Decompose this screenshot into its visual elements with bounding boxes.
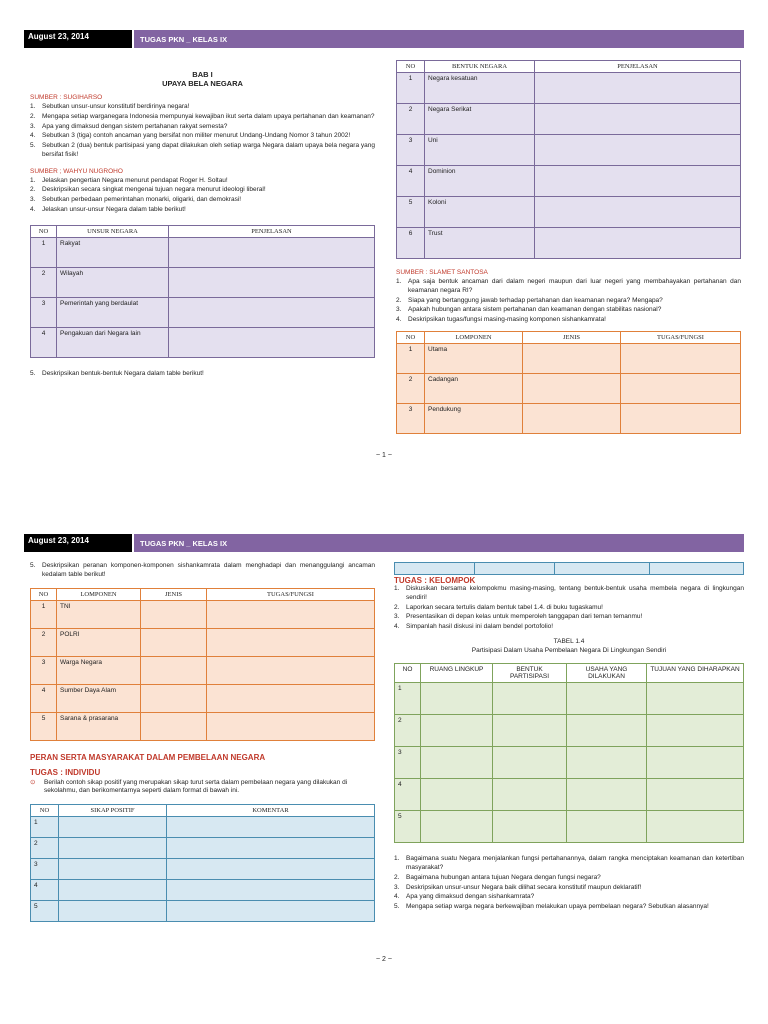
table-cell[interactable]: [421, 715, 493, 747]
table-cell[interactable]: [523, 373, 621, 403]
list-item: 2. Deskripsikan secara singkat mengenai tujuan negara menurut ideologi liberal!: [30, 186, 266, 194]
table-cell[interactable]: [421, 811, 493, 843]
table-cell[interactable]: [567, 779, 647, 811]
column-header: JENIS: [141, 588, 207, 600]
table-row: [31, 237, 375, 267]
table-cell[interactable]: [567, 715, 647, 747]
row-label: Negara kesatuan: [425, 73, 535, 104]
row-number: 4: [31, 880, 59, 901]
source-label: SUMBER : SLAMET SANTOSA: [396, 269, 488, 276]
table-cell[interactable]: [169, 267, 375, 297]
table-row: [31, 267, 375, 297]
table-row: [397, 166, 741, 197]
table-row: [31, 628, 375, 656]
table-cell[interactable]: [169, 297, 375, 327]
bullet-icon: ⊙: [30, 778, 36, 786]
column-header: NO: [397, 331, 425, 343]
table-row: [397, 104, 741, 135]
row-label: Cadangan: [425, 373, 523, 403]
header-title: TUGAS PKN _ KELAS IX: [134, 534, 744, 552]
page-2: [0, 512, 768, 1024]
table-cell[interactable]: [647, 779, 744, 811]
row-number: 5: [397, 197, 425, 228]
page-header: [24, 534, 744, 552]
table-cell[interactable]: [535, 197, 741, 228]
column-header: TUJUAN YANG DIHARAPKAN: [647, 664, 744, 683]
table-row: [397, 135, 741, 166]
table-row: [397, 228, 741, 259]
table-cell[interactable]: [493, 683, 567, 715]
row-number: 1: [397, 343, 425, 373]
table-cell[interactable]: [523, 343, 621, 373]
row-number: 2: [31, 628, 57, 656]
header-date: August 23, 2014: [24, 534, 132, 552]
table-cell[interactable]: [141, 600, 207, 628]
table-cell[interactable]: [141, 712, 207, 740]
row-label: Warga Negara: [57, 656, 141, 684]
list-item: 3. Sebutkan perbedaan pemerintahan monarki, oligarki, dan demokrasi!: [30, 196, 242, 204]
table-row: [31, 901, 375, 922]
row-number: 2: [397, 104, 425, 135]
table-cell[interactable]: [535, 228, 741, 259]
list-item: 4. Jelaskan unsur-unsur Negara dalam table berikut!: [30, 205, 186, 213]
table-row: [31, 600, 375, 628]
list-item: 3. Presentasikan di depan kelas untuk memperoleh tanggapan dari teman temanmu!: [394, 613, 643, 621]
row-label: Sarana & prasarana: [57, 712, 141, 740]
table-row: [31, 656, 375, 684]
table-cell[interactable]: [169, 327, 375, 357]
row-number: 3: [397, 403, 425, 433]
table-cell[interactable]: [535, 135, 741, 166]
column-header: LOMPONEN: [425, 331, 523, 343]
table-cell[interactable]: [207, 628, 375, 656]
list-item: 4. Apa yang dimaksud dengan sishankamrata?: [394, 893, 535, 901]
row-label: POLRI: [57, 628, 141, 656]
table-cell[interactable]: [567, 747, 647, 779]
list-item: 1. Bagaimana suatu Negara menjalankan fungsi pertahanannya, dalam rangka menciptakan keamanan dan ketertiban masyarakat?: [394, 855, 744, 872]
komponen-table: [396, 331, 741, 434]
column-header: PENJELASAN: [535, 61, 741, 73]
table-cell[interactable]: [421, 747, 493, 779]
column-header: USAHA YANG DILAKUKAN: [567, 664, 647, 683]
list-item: 1. Jelaskan pengertian Negara menurut pendapat Roger H. Soltau!: [30, 176, 228, 184]
page-header: [24, 30, 744, 48]
row-number: 6: [397, 228, 425, 259]
column-header: PENJELASAN: [169, 225, 375, 237]
blank-strip-table: [394, 562, 744, 575]
right-column: [394, 562, 744, 913]
list-item: 3. Deskripsikan unsur-unsur Negara baik dilihat secara konstitutif maupun deklaratif!: [394, 883, 642, 891]
table-cell[interactable]: [207, 712, 375, 740]
row-number: 1: [31, 600, 57, 628]
table-cell[interactable]: [493, 779, 567, 811]
table-cell[interactable]: [567, 683, 647, 715]
table-row: [397, 343, 741, 373]
question-list: [30, 103, 375, 160]
row-number: 3: [395, 747, 421, 779]
table-cell[interactable]: [167, 880, 375, 901]
table-subcaption: Partisipasi Dalam Usaha Pembelaan Negara Di Lingkungan Sendiri: [471, 646, 667, 654]
table-cell[interactable]: [621, 403, 741, 433]
row-number: 1: [31, 237, 57, 267]
row-number: 5: [31, 712, 57, 740]
row-number: 2: [31, 267, 57, 297]
list-item: 5. Deskripsikan bentuk-bentuk Negara dalam table berikut!: [30, 369, 204, 377]
table-cell[interactable]: [207, 600, 375, 628]
row-number: 4: [397, 166, 425, 197]
individu-label: TUGAS : INDIVIDU: [30, 767, 101, 777]
table-cell[interactable]: [141, 684, 207, 712]
column-header: SIKAP POSITIF: [59, 805, 167, 817]
column-header: NO: [31, 225, 57, 237]
row-number: 1: [395, 683, 421, 715]
row-number: 1: [31, 817, 59, 838]
left-column: [30, 70, 375, 379]
column-header: TUGAS/FUNGSI: [207, 588, 375, 600]
question-list: [30, 562, 375, 580]
row-label: Pemerintah yang berdaulat: [57, 297, 169, 327]
table-cell[interactable]: [647, 811, 744, 843]
list-item: 2. Bagaimana hubungan antara tujuan Negara dengan fungsi negara?: [394, 873, 601, 881]
row-label: Rakyat: [57, 237, 169, 267]
table-cell[interactable]: [59, 838, 167, 859]
table-caption: TABEL 1.4: [553, 637, 585, 645]
left-column: [30, 562, 375, 922]
column-header: BENTUK PARTISIPASI: [493, 664, 567, 683]
row-number: 5: [31, 901, 59, 922]
row-number: 3: [397, 135, 425, 166]
table-cell[interactable]: [207, 684, 375, 712]
table-cell[interactable]: [141, 656, 207, 684]
table-cell[interactable]: [647, 683, 744, 715]
list-item: 1. Diskusikan bersama kelompokmu masing-masing, tentang bentuk-bentuk usaha membela negara di lingkungan sendiri!: [394, 585, 744, 601]
table-cell[interactable]: [493, 811, 567, 843]
list-item: 4. Deskripsikan tugas/fungsi masing-masing komponen sishankamrata!: [396, 316, 606, 324]
row-number: 1: [397, 73, 425, 104]
row-label: Trust: [425, 228, 535, 259]
row-label: Pengakuan dari Negara lain: [57, 327, 169, 357]
table-row: [31, 297, 375, 327]
table-cell[interactable]: [167, 817, 375, 838]
table-cell[interactable]: [647, 747, 744, 779]
table-cell[interactable]: [421, 779, 493, 811]
table-row: [395, 715, 744, 747]
table-row: [397, 197, 741, 228]
list-item: 5. Mengapa setiap warga negara berkewajiban melakukan upaya pembelaan negara? Sebutkan alasannya!: [394, 903, 709, 911]
table-cell[interactable]: [59, 880, 167, 901]
row-number: 3: [31, 297, 57, 327]
table-cell[interactable]: [567, 811, 647, 843]
row-label: Pendukung: [425, 403, 523, 433]
column-header: NO: [31, 805, 59, 817]
column-header: LOMPONEN: [57, 588, 141, 600]
table-row: [395, 747, 744, 779]
row-number: 2: [31, 838, 59, 859]
row-number: 2: [397, 373, 425, 403]
row-number: 4: [31, 684, 57, 712]
page-number: ~ 1 ~: [376, 452, 392, 459]
sikap-positif-table: [30, 804, 375, 922]
row-number: 4: [31, 327, 57, 357]
table-cell[interactable]: [59, 817, 167, 838]
table-cell[interactable]: [535, 73, 741, 104]
table-row: [395, 683, 744, 715]
list-item: 4. Simpanlah hasil diskusi ini dalam bendel portofolio!: [394, 623, 554, 631]
header-title: TUGAS PKN _ KELAS IX: [134, 30, 744, 48]
partisipasi-table: [394, 663, 744, 843]
column-header: NO: [31, 588, 57, 600]
table-cell[interactable]: [535, 104, 741, 135]
row-label: Utama: [425, 343, 523, 373]
column-header: BENTUK NEGARA: [425, 61, 535, 73]
table-cell[interactable]: [421, 683, 493, 715]
table-row: [31, 859, 375, 880]
row-label: Negara Serikat: [425, 104, 535, 135]
row-label: Dominion: [425, 166, 535, 197]
lomponen-table: [30, 588, 375, 741]
list-item: 5. Sebutkan 2 (dua) bentuk partisipasi yang dapat dilakukan oleh setiap warga Negara dalam upaya bela negara yang bersifat fisik!: [30, 142, 375, 158]
list-item: 5. Deskripsikan peranan komponen-komponen sishankamrata dalam menghadapi dan menanggulangi ancaman kedalam table berikut!: [30, 562, 375, 578]
list-item: 2. Laporkan secara tertulis dalam bentuk tabel 1.4. di buku tugaskamu!: [394, 603, 603, 611]
column-header: KOMENTAR: [167, 805, 375, 817]
column-header: RUANG LINGKUP: [421, 664, 493, 683]
question-list: [394, 585, 744, 632]
table-row: [31, 838, 375, 859]
bentuk-negara-table: [396, 60, 741, 259]
list-item: 2. Siapa yang bertanggung jawab terhadap pertahanan dan keamanan negara? Mengapa?: [396, 296, 663, 304]
table-row: [31, 327, 375, 357]
question-list: [396, 278, 741, 325]
row-label: Wilayah: [57, 267, 169, 297]
column-header: TUGAS/FUNGSI: [621, 331, 741, 343]
right-column: [396, 60, 741, 434]
page-number: ~ 2 ~: [376, 956, 392, 963]
row-number: 5: [395, 811, 421, 843]
kelompok-label: TUGAS : KELOMPOK: [394, 576, 476, 585]
list-item: 1. Apa saja bentuk ancaman dari dalam negeri maupun dari luar negeri yang membahayakan pertahanan dan keamanan negara RI?: [396, 278, 741, 294]
row-label: TNI: [57, 600, 141, 628]
list-item: 4. Sebutkan 3 (tiga) contoh ancaman yang bersifat non militer menurut Undang-Undang Nomor 3 tahun 2002!: [30, 132, 351, 140]
table-row: [31, 817, 375, 838]
row-number: 2: [395, 715, 421, 747]
question-list: [394, 855, 744, 912]
column-header: NO: [397, 61, 425, 73]
unsur-negara-table: [30, 225, 375, 358]
list-item: 1. Sebutkan unsur-unsur konstitutif berdirinya negara!: [30, 103, 190, 110]
table-row: [397, 73, 741, 104]
section-title: PERAN SERTA MASYARAKAT DALAM PEMBELAAN NEGARA: [30, 752, 266, 762]
table-cell[interactable]: [647, 715, 744, 747]
row-label: Koloni: [425, 197, 535, 228]
column-header: NO: [395, 664, 421, 683]
table-cell[interactable]: [167, 859, 375, 880]
table-cell[interactable]: [535, 166, 741, 197]
table-cell[interactable]: [141, 628, 207, 656]
table-row: [31, 712, 375, 740]
table-cell[interactable]: [621, 373, 741, 403]
table-row: [31, 880, 375, 901]
individu-instruction: ⊙ Berilah contoh sikap positif yang merupakan sikap turut serta dalam pembelaan negara yang dilakukan di sekolahmu, dan berikomentarnya seperti dalam format di bawah ini.: [30, 778, 348, 795]
table-cell[interactable]: [493, 747, 567, 779]
chapter-number: BAB I: [192, 70, 213, 79]
header-date: August 23, 2014: [24, 30, 132, 48]
row-number: 3: [31, 859, 59, 880]
row-number: 3: [31, 656, 57, 684]
table-cell[interactable]: [59, 901, 167, 922]
table-cell[interactable]: [207, 656, 375, 684]
table-row: [397, 373, 741, 403]
list-item: 2. Mengapa setiap warganegara Indonesia mempunyai kewajiban ikut serta dalam upaya pertahanan dan keamanan?: [30, 112, 375, 120]
table-cell[interactable]: [167, 901, 375, 922]
table-row: [395, 779, 744, 811]
table-cell[interactable]: [523, 403, 621, 433]
question-list: [30, 177, 375, 215]
row-number: 4: [395, 779, 421, 811]
source-label: SUMBER : SUGIHARSO: [30, 94, 103, 101]
list-item: 3. Apa yang dimaksud dengan sistem pertahanan rakyat semesta?: [30, 122, 228, 130]
table-cell[interactable]: [169, 237, 375, 267]
table-row: [395, 811, 744, 843]
table-cell[interactable]: [167, 838, 375, 859]
list-item: 3. Apakah hubungan antara sistem pertahanan dan keamanan dengan stabilitas nasional?: [396, 306, 662, 314]
chapter-title: UPAYA BELA NEGARA: [162, 79, 243, 88]
table-cell[interactable]: [621, 343, 741, 373]
row-label: Uni: [425, 135, 535, 166]
table-cell[interactable]: [493, 715, 567, 747]
column-header: UNSUR NEGARA: [57, 225, 169, 237]
table-row: [397, 403, 741, 433]
column-header: JENIS: [523, 331, 621, 343]
table-cell[interactable]: [59, 859, 167, 880]
row-label: Sumber Daya Alam: [57, 684, 141, 712]
question-list: [30, 370, 375, 379]
table-row: [31, 684, 375, 712]
source-label: SUMBER ; WAHYU NUGROHO: [30, 167, 123, 175]
